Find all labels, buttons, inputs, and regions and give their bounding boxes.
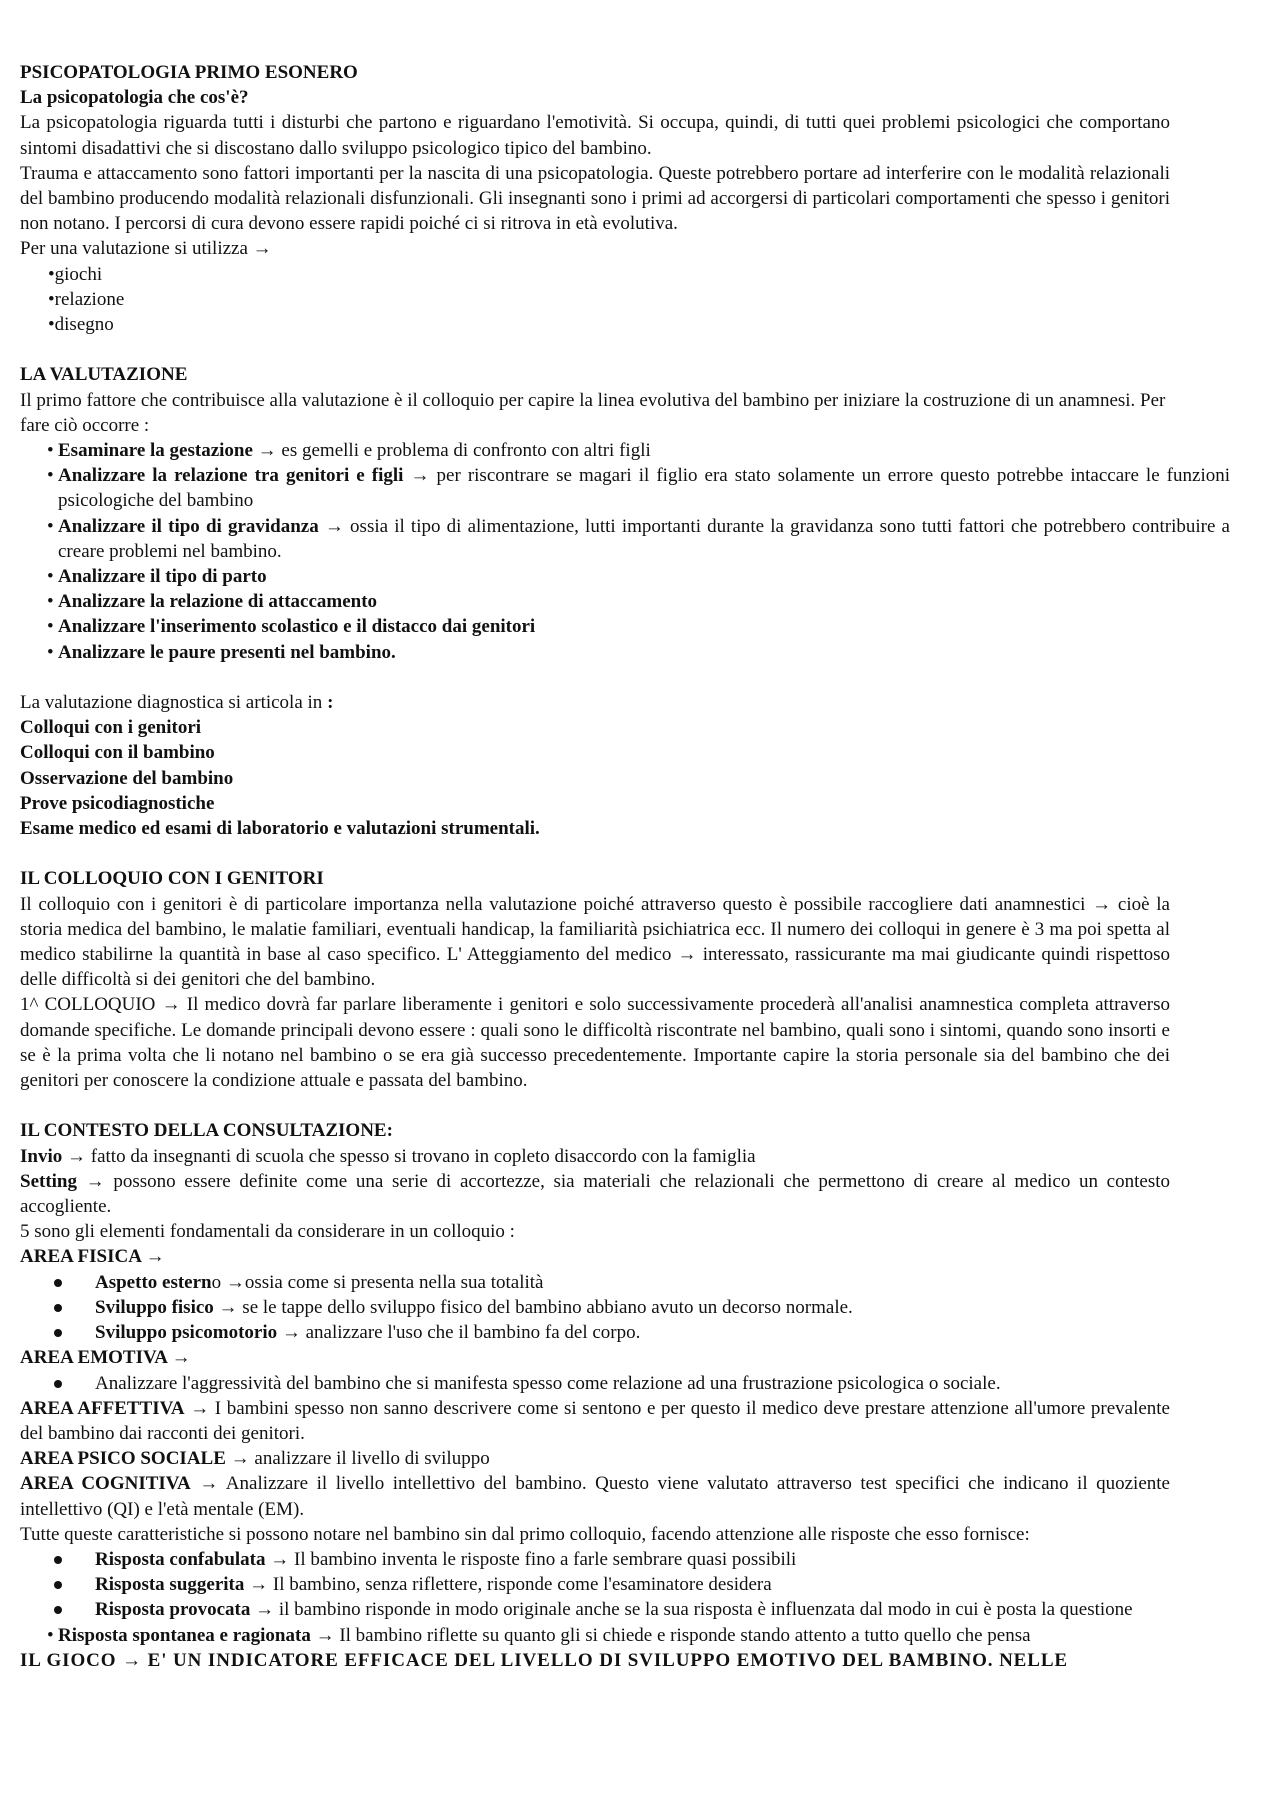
- bullet-icon: •: [47, 566, 54, 588]
- bullet-icon: [54, 1279, 62, 1287]
- bullet-icon: •: [47, 591, 54, 613]
- list-item: [20, 564, 1230, 589]
- bullet-icon: •: [47, 440, 54, 462]
- paragraph: [20, 690, 1170, 715]
- paragraph: 1^ COLLOQUIO → Il medico dovrà far parlare liberamente i genitori e solo successivamente procederà all'analisi anamnestica completa attraverso domande specifiche. Le domande principali devono essere : quali sono le difficoltà riscontrate nel bambino, quali sono i sintomi, quando sono insorti e se è la prima volta che li notano nel bambino o se era già successo precedentemente. Importante capire la storia personale sia del bambino che dei genitori per conoscere la condizione attuale e passata del bambino.: [20, 994, 1170, 1092]
- area-text: → analizzare il livello di sviluppo: [225, 1448, 490, 1470]
- term-label: Invio: [20, 1145, 63, 1167]
- bullet-icon: •: [47, 1624, 54, 1646]
- area-heading: AREA AFFETTIVA: [20, 1397, 185, 1419]
- section-heading-psicopatologia: La psicopatologia che cos'è?: [20, 87, 249, 109]
- list-item: [20, 1597, 1230, 1622]
- diagnostic-intro: La valutazione diagnostica si articola in: [20, 692, 323, 714]
- list-item-text: Analizzare l'aggressività del bambino che si manifesta spesso come relazione ad una frustrazione psicologica o sociale.: [95, 1372, 1001, 1394]
- valutazione-tools-list: [20, 262, 1170, 338]
- area-heading: AREA PSICO SOCIALE: [20, 1448, 226, 1470]
- paragraph: 5 sono gli elementi fondamentali da considerare in un colloquio :: [20, 1221, 515, 1243]
- list-item: [20, 1623, 1170, 1648]
- list-item-text: → Il bambino riflette su quanto gli si chiede e risponde stando attento a tutto quello che pensa: [310, 1624, 1031, 1646]
- list-item-title: Sviluppo fisico: [95, 1296, 214, 1318]
- list-item: [20, 514, 1230, 564]
- list-item-text: → Il bambino inventa le risposte fino a farle sembrare quasi possibili: [265, 1548, 797, 1570]
- risposta-spontanea-list: [20, 1623, 1170, 1648]
- list-item: [20, 614, 1230, 639]
- section-heading-valutazione: LA VALUTAZIONE: [20, 364, 188, 386]
- area-text: → Analizzare il livello intellettivo del bambino. Questo viene valutato attraverso test specifici che indicano il quoziente intellettivo (QI) e l'età mentale (EM).: [20, 1473, 1170, 1520]
- list-item-text: → se le tappe dello sviluppo fisico del bambino abbiano avuto un decorso normale.: [213, 1296, 853, 1318]
- list-item-title: Sviluppo psicomotorio: [95, 1322, 278, 1344]
- bullet-icon: [54, 1380, 62, 1388]
- area-text: → I bambini spesso non sanno descrivere come si sentono e per questo il medico deve prestare attenzione all'umore prevalente del bambino dai racconti dei genitori.: [20, 1397, 1170, 1444]
- list-item: •giochi: [48, 263, 103, 285]
- list-item-title: Analizzare la relazione di attaccamento: [58, 591, 378, 613]
- bullet-icon: •: [47, 641, 54, 663]
- term-label: Setting: [20, 1170, 77, 1192]
- paragraph: [20, 1446, 1170, 1471]
- list-item-title: Analizzare il tipo di gravidanza: [58, 515, 319, 537]
- bullet-icon: •: [47, 465, 54, 487]
- list-item-text: o →ossia come si presenta nella sua totalità: [211, 1271, 544, 1293]
- list-item: [20, 1547, 1230, 1572]
- list-item-text: → ossia il tipo di alimentazione, lutti importanti durante la gravidanza sono tutti fattori che potrebbero contribuire a creare problemi nel bambino.: [58, 515, 1230, 562]
- paragraph: [20, 1144, 1170, 1169]
- list-item: [20, 438, 1230, 463]
- section-heading-colloquio: IL COLLOQUIO CON I GENITORI: [20, 868, 324, 890]
- paragraph: Per una valutazione si utilizza →: [20, 238, 272, 260]
- list-item: •disegno: [48, 314, 114, 336]
- list-item: [20, 1371, 1170, 1396]
- area-heading: AREA FISICA →: [20, 1246, 165, 1268]
- list-item: [20, 1295, 1170, 1320]
- list-item: [20, 1320, 1170, 1345]
- bullet-icon: [54, 1606, 62, 1614]
- bullet-icon: [54, 1329, 62, 1337]
- bullet-icon: [54, 1304, 62, 1312]
- paragraph: La psicopatologia riguarda tutti i disturbi che partono e riguardano l'emotività. Si occupa, quindi, di tutti quei problemi psicologici che comportano sintomi disadattivi che si discostano dallo sviluppo psicologico tipico del bambino.: [20, 112, 1170, 159]
- list-item-text: → es gemelli e problema di confronto con altri figli: [252, 440, 651, 462]
- term-text: → possono essere definite come una serie di accortezze, sia materiali che relazionali che permettono di creare al medico un contesto accogliente.: [20, 1170, 1170, 1218]
- list-item-text: → il bambino risponde in modo originale anche se la sua risposta è influenzata dal modo in cui è posta la questione: [250, 1599, 1133, 1621]
- gioco-heading: IL GIOCO → E' UN INDICATORE EFFICACE DEL LIVELLO DI SVILUPPO EMOTIVO DEL BAMBINO. NELLE: [20, 1649, 1068, 1671]
- area-heading: AREA COGNITIVA: [20, 1473, 191, 1495]
- bullet-icon: [54, 1556, 62, 1564]
- paragraph: [20, 1471, 1170, 1521]
- list-item: [20, 640, 1230, 665]
- area-emotiva-list: [20, 1371, 1170, 1396]
- document-title: PSICOPATOLOGIA PRIMO ESONERO: [20, 62, 358, 83]
- valutazione-steps-list: [20, 438, 1230, 665]
- list-item-title: Risposta provocata: [95, 1599, 251, 1621]
- paragraph: [20, 1396, 1170, 1446]
- list-item-title: Esaminare la gestazione: [58, 440, 253, 462]
- bullet-icon: [54, 1581, 62, 1589]
- bullet-icon: •: [47, 515, 54, 537]
- diagnostic-item: Prove psicodiagnostiche: [20, 792, 215, 814]
- list-item-title: Risposta confabulata: [95, 1548, 266, 1570]
- list-item-title: Risposta spontanea e ragionata: [58, 1624, 311, 1646]
- paragraph: Il colloquio con i genitori è di particolare importanza nella valutazione poiché attraverso questo è possibile raccogliere dati anamnestici → cioè la storia medica del bambino, le malatie familiari, eventuali handicap, la familiarità psichiatrica ecc. Il numero dei colloqui in genere è 3 ma poi spetta al medico stabilirne la quantità in base al caso specifico. L' Atteggiamento del medico → interessato, rassicurante ma mai giudicante quindi rispettoso delle difficoltà si dei genitori che del bambino.: [20, 893, 1170, 991]
- area-heading: AREA EMOTIVA →: [20, 1347, 191, 1369]
- diagnostic-item: Osservazione del bambino: [20, 767, 234, 789]
- diagnostic-item: Colloqui con il bambino: [20, 742, 215, 764]
- list-item: [20, 589, 1230, 614]
- diagnostic-item: Colloqui con i genitori: [20, 717, 202, 739]
- risposte-list: [20, 1547, 1230, 1623]
- list-item-text: → Il bambino, senza riflettere, risponde come l'esaminatore desidera: [244, 1574, 772, 1596]
- list-item-text: → analizzare l'uso che il bambino fa del corpo.: [277, 1322, 641, 1344]
- paragraph: Trauma e attaccamento sono fattori importanti per la nascita di una psicopatologia. Queste potrebbero portare ad interferire con le modalità relazionali del bambino producendo modalità relazionali disfunzionali. Gli insegnanti sono i primi ad accorgersi di particolari comportamenti che spesso i genitori non notano. I percorsi di cura devono essere rapidi poiché ci si ritrova in età evolutiva.: [20, 162, 1170, 235]
- list-item-title: Analizzare l'inserimento scolastico e il distacco dai genitori: [58, 616, 536, 638]
- paragraph: [20, 1169, 1170, 1219]
- list-item-title: Analizzare le paure presenti nel bambino.: [58, 641, 396, 663]
- list-item: [20, 463, 1230, 513]
- diagnostic-colon: :: [322, 692, 334, 714]
- section-heading-contesto: IL CONTESTO DELLA CONSULTAZIONE:: [20, 1120, 393, 1142]
- list-item-title: Analizzare il tipo di parto: [58, 566, 267, 588]
- area-fisica-list: [20, 1270, 1170, 1346]
- paragraph: Il primo fattore che contribuisce alla valutazione è il colloquio per capire la linea evolutiva del bambino per iniziare la costruzione di un anamnesi. Per fare ciò occorre :: [20, 389, 1166, 436]
- list-item: [20, 1270, 1170, 1295]
- list-item: [20, 1572, 1230, 1597]
- list-item-title: Analizzare la relazione tra genitori e figli: [58, 465, 404, 487]
- diagnostic-item: Esame medico ed esami di laboratorio e valutazioni strumentali.: [20, 818, 540, 840]
- list-item-title: Aspetto estern: [95, 1271, 212, 1293]
- bullet-icon: •: [47, 616, 54, 638]
- list-item-text: → per riscontrare se magari il figlio era stato solamente un errore questo potrebbe intaccare le funzioni psicologiche del bambino: [58, 465, 1231, 512]
- list-item: •relazione: [48, 288, 125, 310]
- list-item-title: Risposta suggerita: [95, 1574, 245, 1596]
- term-text: → fatto da insegnanti di scuola che spesso si trovano in copleto disaccordo con la famiglia: [62, 1145, 756, 1167]
- paragraph: Tutte queste caratteristiche si possono notare nel bambino sin dal primo colloquio, facendo attenzione alle risposte che esso fornisce:: [20, 1523, 1030, 1545]
